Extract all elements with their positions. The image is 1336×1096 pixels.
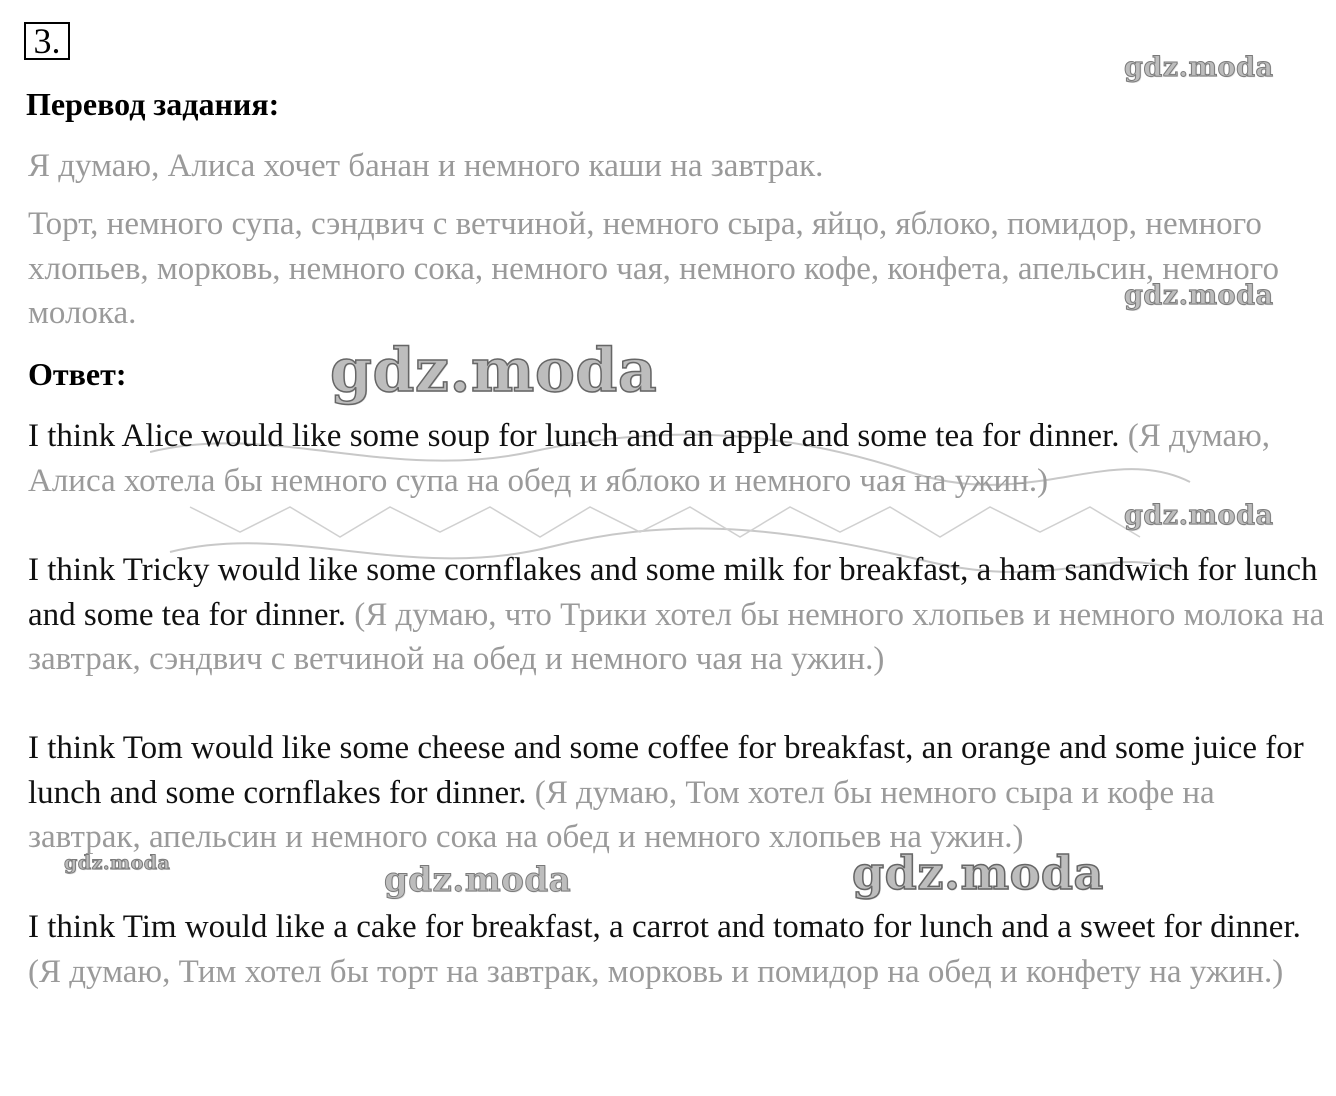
watermark-logo-small: gdz.moda [64, 852, 171, 874]
watermark-logo: gdz.moda [1124, 500, 1274, 531]
translation-line-1: Я думаю, Алиса хочет банан и немного каши на завтрак. [28, 148, 824, 184]
watermark-logo: gdz.moda [1124, 280, 1274, 311]
answer-item-1 [28, 414, 1328, 503]
answer-item-4-russian: (Я думаю, Тим хотел бы торт на завтрак, морковь и помидор на обед и конфету на ужин.) [28, 953, 1284, 990]
answer-item-2 [28, 548, 1328, 682]
answer-item-3-russian: (Я думаю, Том хотел бы немного сыра и кофе на завтрак, апельсин и немного сока на обед и немного хлопьев на ужин.) [28, 774, 1215, 855]
watermark-logo: gdz.moda [384, 860, 572, 900]
translation-heading: Перевод задания: [26, 86, 280, 122]
answer-item-4 [28, 905, 1328, 994]
watermark-logo-large: gdz.moda [852, 846, 1104, 900]
answer-item-3 [28, 726, 1328, 860]
translation-line-2: Торт, немного супа, сэндвич с ветчиной, немного сыра, яйцо, яблоко, помидор, немного хлопьев, морковь, немного сока, немного чая, немного кофе, конфета, апельсин, немного молока. [28, 206, 1279, 331]
answer-heading: Ответ: [28, 356, 127, 392]
watermark-logo-large: gdz.moda [330, 336, 658, 406]
watermark-logo: gdz.moda [1124, 52, 1274, 83]
answer-item-1-russian: (Я думаю, Алиса хотела бы немного супа на обед и яблоко и немного чая на ужин.) [28, 418, 1271, 499]
answer-item-3-english: I think Tom would like some cheese and some coffee for breakfast, an orange and some juice for lunch and some cornflakes for dinner. [28, 730, 1304, 811]
answer-item-4-english: I think Tim would like a cake for breakfast, a carrot and tomato for lunch and a sweet for dinner. [28, 909, 1301, 945]
task-number-box [24, 22, 70, 60]
answer-item-2-english: I think Tricky would like some cornflakes and some milk for breakfast, a ham sandwich for lunch and some tea for dinner. [28, 552, 1318, 633]
answer-item-2-russian: (Я думаю, что Трики хотел бы немного хлопьев и немного молока на завтрак, сэндвич с ветчиной на обед и немного чая на ужин.) [28, 596, 1325, 677]
answer-item-1-english: I think Alice would like some soup for lunch and an apple and some tea for dinner. [28, 418, 1120, 454]
task-number: 3. [33, 21, 61, 61]
